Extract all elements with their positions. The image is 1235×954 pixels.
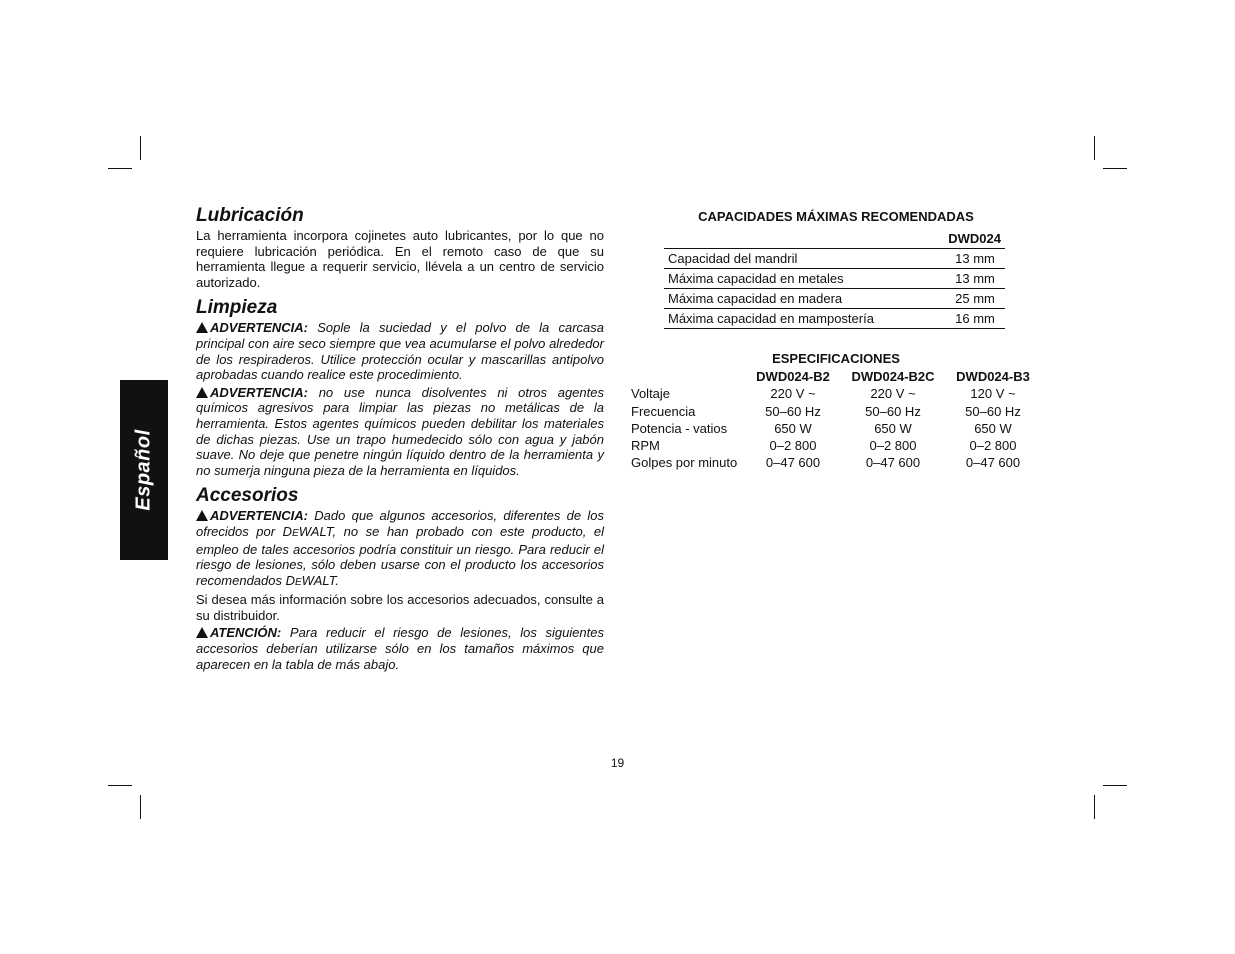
warning-icon [196, 627, 208, 638]
cell: 0–47 600 [865, 455, 921, 471]
warning-text: Sople la suciedad y el polvo de la carcasa principal con aire seco siempre que vea acumularse el polvo alrededor de los respiraderos. Utilice protección ocular y mascarillas antipolvo aprobadas cuando realice este procedimiento. [196, 320, 604, 383]
row-value: 13 mm [955, 271, 995, 286]
cell: 650 W [774, 420, 812, 436]
row-label: Máxima capacidad en metales [668, 271, 844, 286]
crop-mark [108, 785, 132, 786]
language-tab [120, 380, 168, 560]
lubricacion-body: La herramienta incorpora cojinetes auto lubricantes, por lo que no requiere lubricación periódica. En el remoto caso de que su herramienta llegue a requerir servicio, llévela a un centro de servicio autorizado. [196, 228, 604, 290]
cell: 0–47 600 [765, 455, 821, 471]
row-value: 16 mm [955, 311, 995, 326]
warning-text: WALT, no se han probado con este producto, el empleo de tales accesorios podría constituir un riesgo. Para reducir el riesgo de lesiones, sólo deben usarse con el producto los accesorios recomendados D [196, 523, 605, 588]
accesorios-caution [196, 625, 604, 672]
lubricacion-heading: Lubricación [196, 205, 304, 226]
row-value: 13 mm [955, 251, 995, 266]
cell: 50–60 Hz [765, 403, 821, 419]
row-label: Potencia - vatios [631, 420, 728, 436]
warning-label: ADVERTENCIA: [210, 384, 308, 400]
crop-mark [140, 795, 141, 819]
warning-label: ADVERTENCIA: [210, 508, 308, 524]
crop-mark [140, 136, 141, 160]
warning-text: Dado que algunos accesorios, diferentes de los ofrecidos por D [196, 508, 604, 539]
cell: 0–2 800 [769, 438, 817, 454]
accesorios-heading: Accesorios [196, 485, 299, 507]
cell: 0–47 600 [965, 455, 1021, 471]
warning-icon [196, 387, 208, 398]
warning-text: no use nunca disolventes ni otros agentes químicos agresivos para limpiar las piezas no metálicas de la herramienta. Estos agentes químicos pueden debilitar los materiales de dichas piezas. Use un trapo humedecido sólo con agua y jabón suave. No deje que penetre ningún líquido dentro de la herramienta y no sumerja ninguna pieza de la herramienta en líquidos. [196, 384, 604, 478]
especificaciones-table [631, 368, 1043, 472]
model-header: DWD024-B2C [851, 369, 935, 384]
warning-text: WALT. [301, 572, 340, 588]
cell: 220 V ~ [770, 386, 816, 402]
capacidades-title: CAPACIDADES MÁXIMAS RECOMENDADAS [698, 209, 974, 224]
capacidades-model: DWD024 [664, 230, 1005, 249]
cell: 220 V ~ [870, 386, 916, 402]
caution-label: ATENCIÓN: [210, 625, 282, 641]
row-label: Voltaje [631, 386, 671, 402]
warning-icon [196, 322, 208, 333]
especificaciones-title: ESPECIFICACIONES [772, 351, 900, 366]
brand-small-letter: E [292, 527, 299, 539]
header-blank [631, 368, 743, 385]
left-column [196, 204, 604, 672]
capacidades-table [664, 230, 1005, 329]
table-row [631, 403, 1043, 420]
table-row [631, 420, 1043, 437]
row-label: Máxima capacidad en madera [668, 291, 843, 306]
page-number: 19 [610, 756, 625, 770]
cell: 50–60 Hz [865, 403, 921, 419]
brand-small-letter: E [295, 576, 302, 588]
warning-label: ADVERTENCIA: [210, 320, 308, 336]
cell: 0–2 800 [869, 438, 917, 454]
cell: 650 W [974, 420, 1012, 436]
crop-mark [1094, 795, 1095, 819]
row-label: Golpes por minuto [631, 455, 738, 471]
limpieza-warning-1 [196, 320, 604, 382]
table-row [664, 249, 1005, 269]
table-row [631, 385, 1043, 402]
model-header: DWD024-B3 [956, 369, 1030, 384]
cell: 0–2 800 [969, 438, 1017, 454]
crop-mark [1103, 785, 1127, 786]
table-header-row [631, 368, 1043, 385]
language-tab-label: Español [132, 429, 155, 511]
model-header: DWD024-B2 [756, 369, 830, 384]
table-row [664, 309, 1005, 329]
row-label: Capacidad del mandril [668, 251, 798, 266]
row-label: Frecuencia [631, 403, 696, 419]
crop-mark [1103, 168, 1127, 169]
crop-mark [108, 168, 132, 169]
crop-mark [1094, 136, 1095, 160]
table-row [631, 437, 1043, 454]
cell: 120 V ~ [970, 386, 1016, 402]
accesorios-warning [196, 508, 604, 590]
accesorios-info: Si desea más información sobre los accesorios adecuados, consulte a su distribuidor. [196, 592, 604, 623]
table-row [664, 289, 1005, 309]
table-row [664, 269, 1005, 289]
limpieza-warning-2 [196, 385, 604, 479]
caution-text: Para reducir el riesgo de lesiones, los siguientes accesorios deberían utilizarse sólo en los tamaños máximos que aparecen en la tabla de más abajo. [196, 625, 604, 672]
cell: 50–60 Hz [965, 403, 1021, 419]
cell: 650 W [874, 420, 912, 436]
table-row [631, 454, 1043, 471]
row-value: 25 mm [955, 291, 995, 306]
row-label: Máxima capacidad en mampostería [668, 311, 874, 326]
limpieza-heading: Limpieza [196, 297, 278, 319]
row-label: RPM [631, 438, 660, 454]
warning-icon [196, 510, 208, 521]
